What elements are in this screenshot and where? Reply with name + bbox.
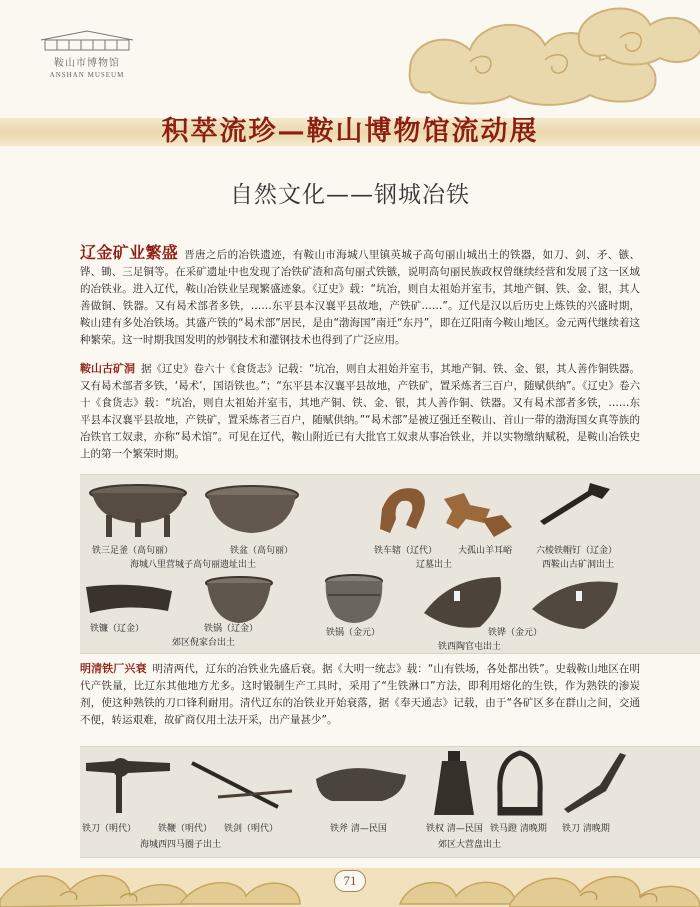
section-subtitle: 自然文化——钢城冶铁 xyxy=(230,182,470,208)
iron-cauldron-image xyxy=(322,573,386,629)
section-text: 明清两代，辽东的冶铁业先盛后衰。据《大明一统志》载：“山有铁场，各处都出铁”。史载鞍山地区在明代产铁量，比辽东其他地方尤多。这时锻制生产工具时，采用了“生铁淋口”方法，即利用熔化的生铁，作为熟铁的渗炭剂，使这种熟铁的刀口锋利耐用。清代辽东的冶铁业开始衰落，据《奉天通志》记载，由于“各矿区多在群山之间，交通不便，转运艰难，故矿商仅用土法开采，出产量甚少”。 xyxy=(80,663,641,726)
artifact-plate-liaojin xyxy=(80,474,700,654)
caption-tripod: 铁三足釜（高句丽） xyxy=(92,546,174,556)
caption-cart: 铁车辖（辽代） xyxy=(374,546,438,556)
caption-pot: 铁锅（辽金） xyxy=(204,624,259,634)
museum-building-icon xyxy=(37,28,137,52)
caption-cart-site-2: 辽墓出土 xyxy=(416,560,453,570)
exhibition-title: 积萃流珍—鞍山博物馆流动展 xyxy=(161,116,539,147)
section-liaojin xyxy=(80,244,640,349)
caption-site-2: 郊区倪家台出土 xyxy=(172,638,236,648)
caption-sword: 铁剑（明代） xyxy=(224,824,279,834)
exhibition-banner xyxy=(0,112,700,152)
iron-axe-image xyxy=(312,761,410,809)
caption-knife-qing: 铁刀 清晚期 xyxy=(562,824,610,834)
page-number: 71 xyxy=(334,870,366,892)
iron-plow-image-1 xyxy=(420,573,508,631)
caption-whip: 铁鞭（明代） xyxy=(158,824,213,834)
section-text: 据《辽史》卷六十《食货志》记载：“坑冶，则自太祖始并室韦，其地产铜、铁、金、银，其人善作铜铁器。又有曷术部者多铁，‘曷术’，国语铁也。”；“东平县本汉襄平县故地，产铁矿，置采炼者三百户，随赋供纳”。《辽史》卷六十《食货志》载：“坑冶，则自太祖始并室韦，其地产铜、铁、金、银，其人善作铜、铁器。又有曷术部者多铁，……东平县本汉襄平县故地，产铁矿，置采炼者三百户，随赋供纳。”“曷术部”是被辽强迁至鞍山、首山一带的渤海国女真等族的冶铁官工奴隶，亦称“曷术馆”。可见在辽代，鞍山附近已有大批官工奴隶从事冶铁业，并以实物缴纳赋税，是鞍山冶铁史上的第一个繁荣时期。 xyxy=(80,363,640,460)
section-heading: 鞍山古矿洞 xyxy=(80,362,136,375)
iron-pot-image xyxy=(204,575,274,625)
iron-basin-image xyxy=(204,485,300,537)
iron-cart-linchpin-image xyxy=(372,479,522,541)
iron-weight-image xyxy=(430,749,478,819)
caption-basin: 铁盆（高句丽） xyxy=(230,546,294,556)
caption-knife: 铁刀（明代） xyxy=(82,824,137,834)
iron-whip-sword-image xyxy=(188,757,298,819)
section-heading: 辽金矿业繁盛 xyxy=(80,243,179,262)
caption-site-1: 海城八里营城子高句丽遗址出土 xyxy=(130,560,257,570)
caption-site-5: 郊区大营盘出土 xyxy=(438,840,502,850)
caption-site-4: 海城西四马圈子出土 xyxy=(140,840,222,850)
caption-sickle: 铁镰（辽金） xyxy=(90,624,145,634)
caption-axe: 铁斧 清—民国 xyxy=(330,824,387,834)
iron-plow-image-2 xyxy=(528,573,622,631)
iron-stirrup-image xyxy=(494,749,546,819)
caption-weight: 铁权 清—民国 xyxy=(426,824,483,834)
logo-english-name: ANSHAN MUSEUM xyxy=(49,71,125,79)
section-ancient-mine xyxy=(80,360,640,463)
section-text: 晋唐之后的冶铁遗迹，有鞍山市海城八里镇英城子高句丽山城出土的铁器，如刀、剑、矛、镞、铧、锄、三足铜等。在采矿遗址中也发现了冶铁矿渣和高句丽式铁镞，说明高句丽民族政权曾继续经营和发展了这一区域的冶铁业。进入辽代，鞍山冶铁业呈现繁盛迹象。《辽史》载：“坑冶，则自太祖始并室韦，其地产铜、铁、金、银，其人善做铜、铁器。又有曷术部者多铁，……东平县本汉襄平县故地，产铁矿……”。辽代是汉以后历史上炼铁的兴盛时期，鞍山建有多处冶铁场。其盛产铁的“曷术部”居民，是由“渤海国”南迁“东丹”，即在辽阳南今鞍山地区。金元两代继续着这种繁荣。这一时期我国发明的炒钢技术和灌钢技术也得到了广泛应用。 xyxy=(80,249,640,346)
iron-knife-ming-image xyxy=(80,751,180,819)
caption-plow: 铁铧（金元） xyxy=(488,628,543,638)
iron-knife-qing-image xyxy=(556,751,630,817)
cloud-ornament-top xyxy=(330,0,700,110)
caption-cauldron: 铁锅（金元） xyxy=(326,628,381,638)
section-heading: 明清铁厂兴衰 xyxy=(80,662,147,675)
caption-nail-site: 西鞍山古矿洞出土 xyxy=(542,560,615,570)
caption-nail: 六棱铁帽钉（辽金） xyxy=(536,546,618,556)
tripod-cauldron-image xyxy=(86,481,190,539)
iron-nail-image xyxy=(530,479,612,533)
section-ming-qing xyxy=(80,660,640,729)
caption-stirrup: 铁马蹬 清晚期 xyxy=(490,824,547,834)
logo-chinese-name: 鞍山市博物馆 xyxy=(54,58,120,69)
artifact-plate-ming-qing xyxy=(80,746,700,858)
caption-site-3: 铁西陶官屯出土 xyxy=(438,642,502,652)
iron-sickle-image xyxy=(82,579,176,621)
museum-logo xyxy=(32,28,142,79)
caption-cart-site: 大孤山羊耳峪 xyxy=(458,546,513,556)
